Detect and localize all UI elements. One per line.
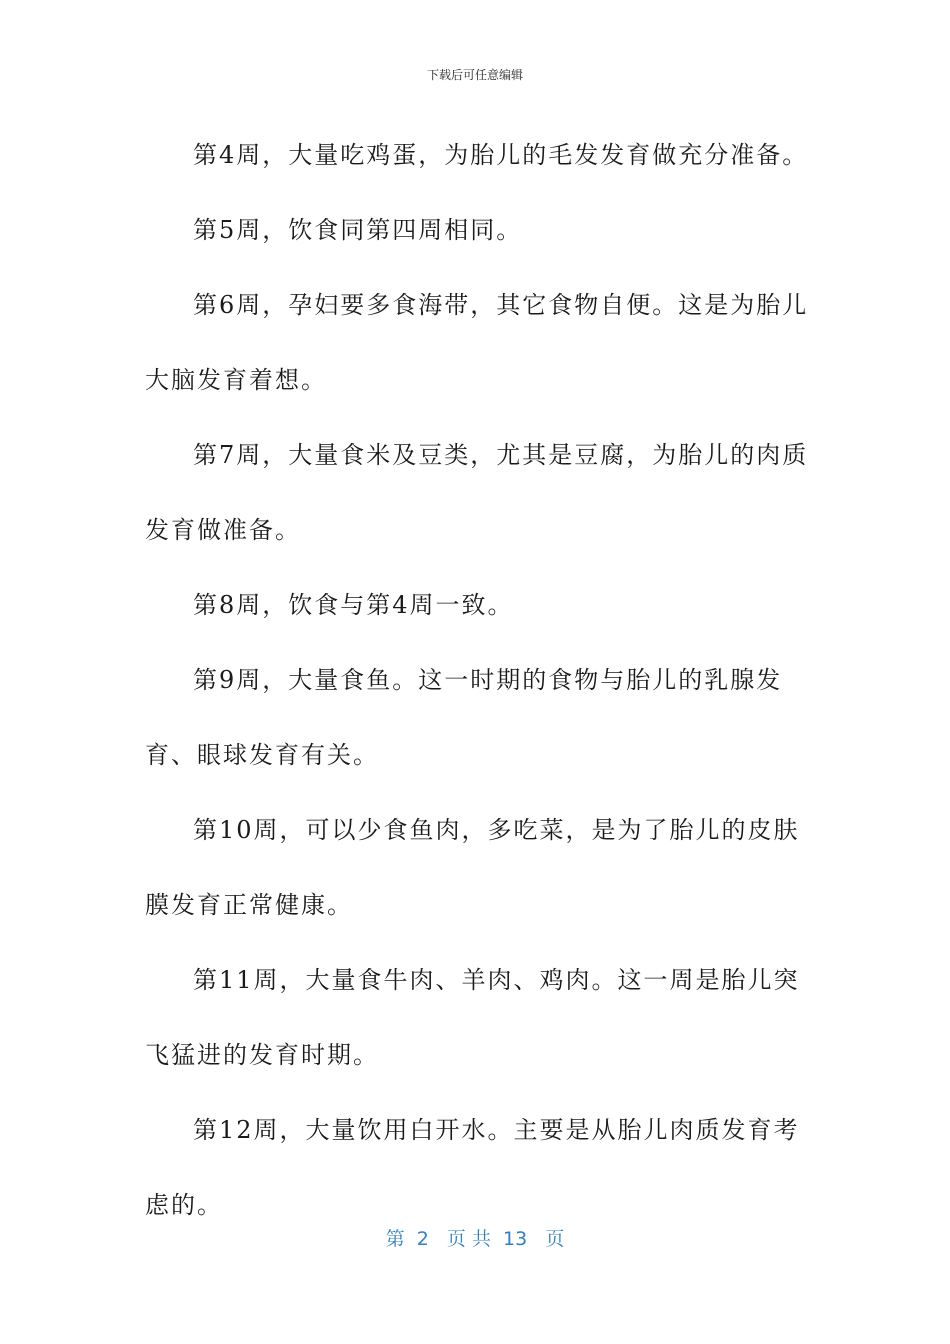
paragraph-week-6: 第6周，孕妇要多食海带，其它食物自便。这是为胎儿大脑发育着想。 <box>145 291 809 394</box>
paragraph-week-10: 第10周，可以少食鱼肉，多吃菜，是为了胎儿的皮肤膜发育正常健康。 <box>145 816 800 919</box>
paragraph-week-7: 第7周，大量食米及豆类，尤其是豆腐，为胎儿的肉质发育做准备。 <box>145 441 809 544</box>
paragraph-week-4: 第4周，大量吃鸡蛋，为胎儿的毛发发育做充分准备。 <box>193 141 809 169</box>
paragraph-week-12: 第12周，大量饮用白开水。主要是从胎儿肉质发育考虑的。 <box>145 1116 800 1219</box>
paragraph-week-5: 第5周，饮食同第四周相同。 <box>193 216 523 244</box>
page-header-note: 下载后可任意编辑 <box>426 68 523 82</box>
page-number-footer: 第 2 页 共 13 页 <box>385 1228 565 1250</box>
paragraph-week-8: 第8周，饮食与第4周一致。 <box>193 591 514 619</box>
document-body <box>145 118 825 1243</box>
paragraph-week-11: 第11周，大量食牛肉、羊肉、鸡肉。这一周是胎儿突飞猛进的发育时期。 <box>145 966 800 1069</box>
paragraph-week-9: 第9周，大量食鱼。这一时期的食物与胎儿的乳腺发育、眼球发育有关。 <box>145 666 783 769</box>
